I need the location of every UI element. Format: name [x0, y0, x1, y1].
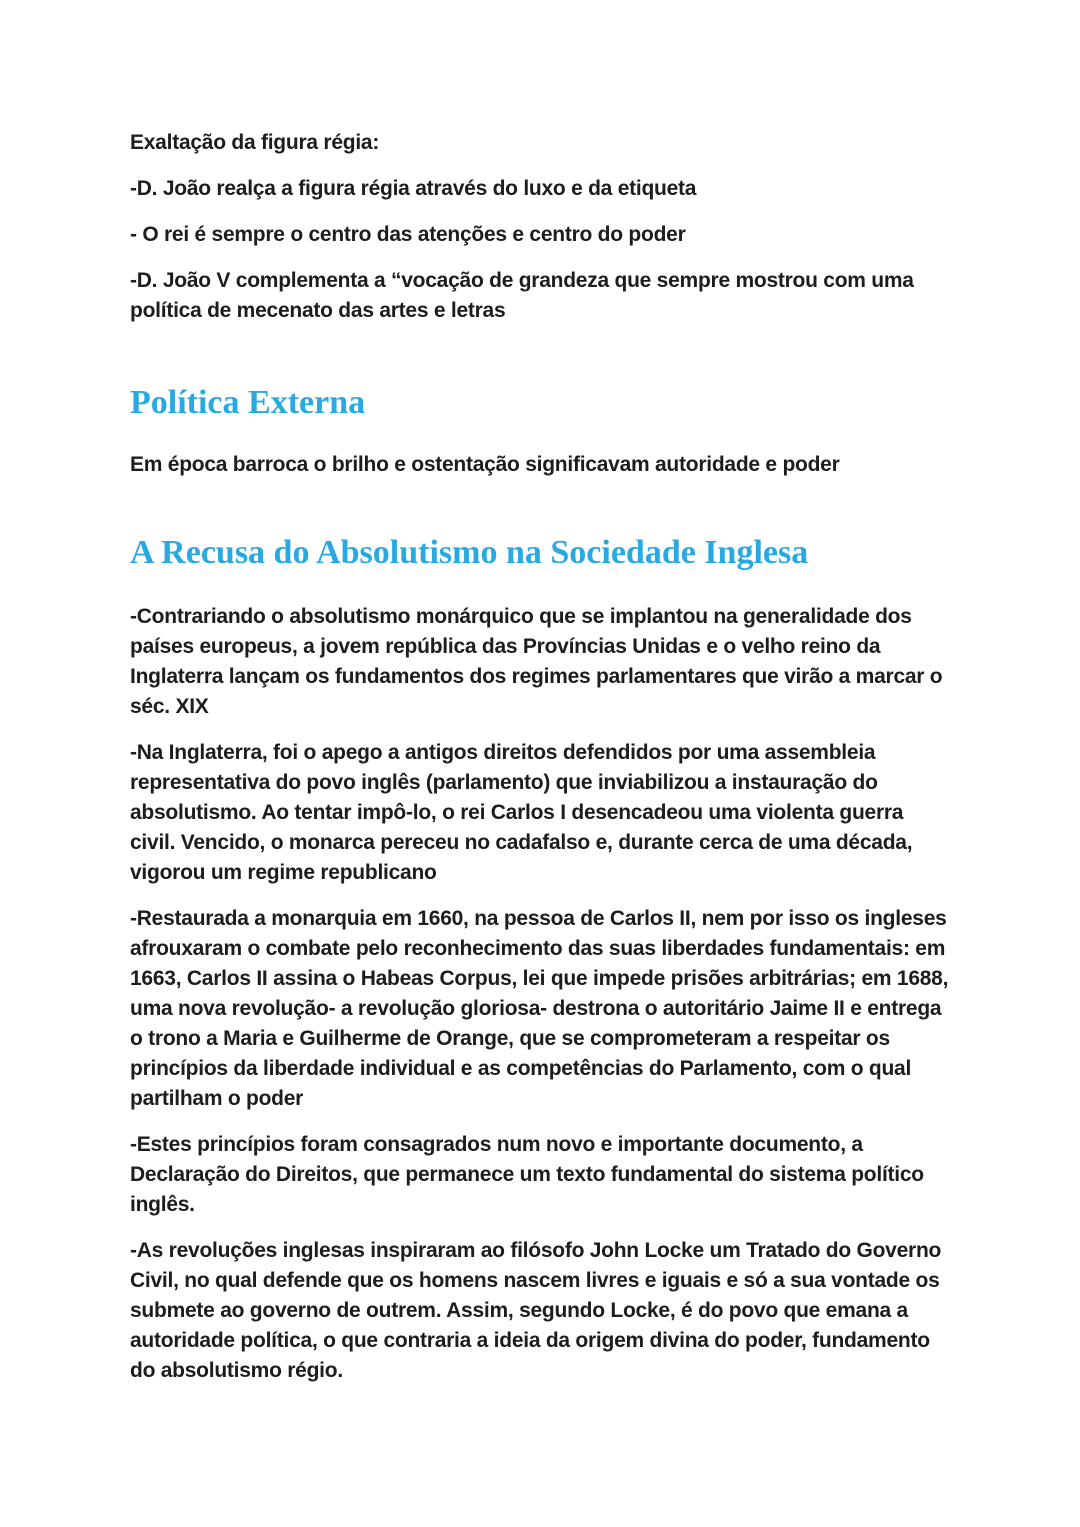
para-djoao-luxo: -D. João realça a figura régia através do luxo e da etiqueta: [130, 177, 697, 200]
para-revolucoes-inglesas: -As revoluções inglesas inspiraram ao filósofo John Locke um Tratado do Governo Civil, no qual defende que os homens nascem livres e iguais e só a sua vontade os submete ao governo de outrem. Assim, segundo Locke, é do povo que emana a autoridade política, o que contraria a ideia da origem divina do poder, fundamento do absolutismo régio.: [130, 1239, 942, 1382]
para-epoca-barroca: Em época barroca o brilho e ostentação significavam autoridade e poder: [130, 453, 840, 476]
para-djoaov-mecenato: -D. João V complementa a “vocação de grandeza que sempre mostrou com uma política de mecenato das artes e letras: [130, 269, 914, 322]
para-rei-centro: - O rei é sempre o centro das atenções e centro do poder: [130, 223, 686, 246]
para-exaltacao-title: Exaltação da figura régia:: [130, 131, 380, 154]
para-na-inglaterra: -Na Inglaterra, foi o apego a antigos direitos defendidos por uma assembleia representativa do povo inglês (parlamento) que inviabilizou a instauração do absolutismo. Ao tentar impô-lo, o rei Carlos I desencadeou uma violenta guerra civil. Vencido, o monarca pereceu no cadafalso e, durante cerca de uma década, vigorou um regime republicano: [130, 741, 913, 884]
para-contrariando: -Contrariando o absolutismo monárquico que se implantou na generalidade dos países europeus, a jovem república das Províncias Unidas e o velho reino da Inglaterra lançam os fundamentos dos regimes parlamentares que virão a marcar o séc. XIX: [130, 605, 943, 718]
para-restaurada-monarquia: -Restaurada a monarquia em 1660, na pessoa de Carlos II, nem por isso os ingleses afrouxaram o combate pelo reconhecimento das suas liberdades fundamentais: em 1663, Carlos II assina o Habeas Corpus, lei que impede prisões arbitrárias; em 1688, uma nova revolução- a revolução gloriosa- destrona o autoritário Jaime II e entrega o trono a Maria e Guilherme de Orange, que se comprometeram a respeitar os princípios da liberdade individual e as competências do Parlamento, com o qual partilham o poder: [130, 907, 949, 1110]
para-estes-principios: -Estes princípios foram consagrados num novo e importante documento, a Declaração do Direitos, que permanece um texto fundamental do sistema político inglês.: [130, 1133, 924, 1216]
heading-politica-externa: Política Externa: [130, 384, 366, 421]
heading-recusa-absolutismo: A Recusa do Absolutismo na Sociedade Inglesa: [130, 534, 809, 571]
